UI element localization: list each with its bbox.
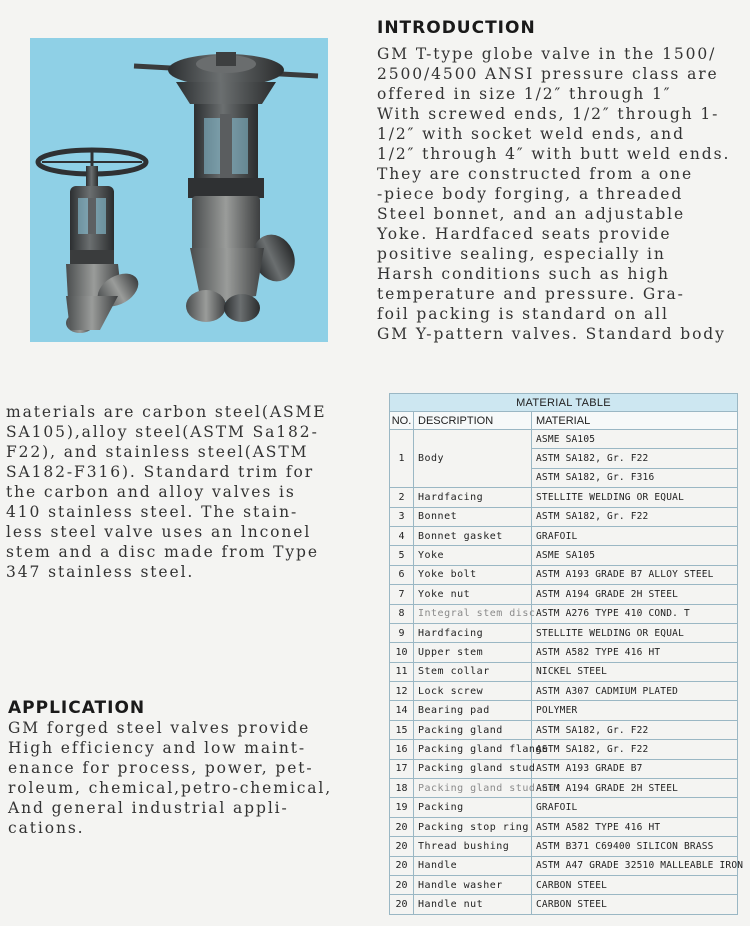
table-row	[390, 623, 738, 642]
row-number: 18	[390, 779, 414, 798]
row-material: ASTM SA182, Gr. F316	[532, 468, 738, 487]
text-line: offered in size 1/2″ through 1″	[377, 85, 672, 103]
row-number: 20	[390, 875, 414, 894]
row-number: 3	[390, 507, 414, 526]
application-heading: APPLICATION	[8, 698, 146, 718]
text-line: roleum, chemical,petro-chemical,	[8, 779, 333, 797]
text-line: temperature and pressure. Gra-	[377, 285, 685, 303]
row-description: Packing stop ring	[414, 817, 532, 836]
application-text	[8, 718, 332, 838]
row-number: 11	[390, 662, 414, 681]
table-row	[390, 488, 738, 507]
row-material: ASTM B371 C69400 SILICON BRASS	[532, 837, 738, 856]
row-number: 20	[390, 895, 414, 914]
text-line: stem and a disc made from Type	[6, 543, 319, 561]
large-valve	[134, 52, 318, 322]
text-line: High efficiency and low maint-	[8, 739, 306, 757]
text-line: They are constructed from a one	[377, 165, 694, 183]
text-line: GM forged steel valves provide	[8, 719, 311, 737]
row-description: Packing gland stud nut	[414, 779, 532, 798]
text-line: 410 stainless steel. The stain-	[6, 503, 299, 521]
table-row	[390, 895, 738, 914]
introduction-text	[377, 44, 730, 344]
globe-valves-illustration	[30, 38, 328, 342]
row-description: Integral stem disc	[414, 604, 532, 623]
row-description: Packing gland flange	[414, 740, 532, 759]
table-row	[390, 565, 738, 584]
text-line: 1/2″ through 4″ with butt weld ends.	[377, 145, 731, 163]
table-row	[390, 585, 738, 604]
text-line: the carbon and alloy valves is	[6, 483, 296, 501]
row-number: 9	[390, 623, 414, 642]
material-table-body	[390, 430, 744, 915]
row-description: Bonnet	[414, 507, 532, 526]
row-description: Packing gland stud	[414, 759, 532, 778]
text-line: less steel valve uses an lnconel	[6, 523, 312, 541]
row-number: 16	[390, 740, 414, 759]
introduction-heading: INTRODUCTION	[377, 18, 536, 38]
text-line: With screwed ends, 1/2″ through 1-	[377, 105, 720, 123]
text-line: positive sealing, especially in	[377, 245, 666, 263]
row-number: 15	[390, 720, 414, 739]
row-material: ASME SA105	[532, 546, 738, 565]
row-description: Upper stem	[414, 643, 532, 662]
table-row	[390, 740, 738, 759]
row-number: 12	[390, 682, 414, 701]
row-number: 4	[390, 526, 414, 545]
material-table-title: MATERIAL TABLE	[390, 394, 738, 412]
row-description: Handle washer	[414, 875, 532, 894]
row-material: ASTM A194 GRADE 2H STEEL	[532, 779, 738, 798]
text-line: foil packing is standard on all	[377, 305, 669, 323]
row-number: 2	[390, 488, 414, 507]
material-table	[389, 393, 744, 915]
row-material: STELLITE WELDING OR EQUAL	[532, 623, 738, 642]
row-number: 20	[390, 856, 414, 875]
text-line: GM T-type globe valve in the 1500/	[377, 45, 717, 63]
row-material: ASTM A582 TYPE 416 HT	[532, 643, 738, 662]
column-header-no: NO.	[390, 412, 414, 430]
table-row	[390, 798, 738, 817]
text-line: And general industrial appli-	[8, 799, 289, 817]
table-row	[390, 643, 738, 662]
table-row	[390, 875, 738, 894]
row-material: STELLITE WELDING OR EQUAL	[532, 488, 738, 507]
text-line: Yoke. Hardfaced seats provide	[377, 225, 672, 243]
text-line: enance for process, power, pet-	[8, 759, 314, 777]
table-row	[390, 604, 738, 623]
text-line: cations.	[8, 819, 85, 837]
small-valve	[38, 150, 146, 333]
row-number: 7	[390, 585, 414, 604]
row-number: 6	[390, 565, 414, 584]
row-material: ASME SA105	[532, 430, 738, 449]
table-row	[390, 817, 738, 836]
row-description: Stem collar	[414, 662, 532, 681]
row-description: Handle	[414, 856, 532, 875]
table-row	[390, 720, 738, 739]
row-material: CARBON STEEL	[532, 895, 738, 914]
row-material: ASTM A194 GRADE 2H STEEL	[532, 585, 738, 604]
table-row	[390, 759, 738, 778]
row-material: ASTM A276 TYPE 410 COND. T	[532, 604, 738, 623]
table-row	[390, 546, 738, 565]
row-description: Packing	[414, 798, 532, 817]
text-line: 2500/4500 ANSI pressure class are	[377, 65, 719, 83]
row-material: ASTM SA182, Gr. F22	[532, 740, 738, 759]
table-row	[390, 837, 738, 856]
row-number: 10	[390, 643, 414, 662]
row-description: Bearing pad	[414, 701, 532, 720]
row-description: Handle nut	[414, 895, 532, 914]
text-line: F22), and stainless steel(ASTM	[6, 443, 309, 461]
row-material: GRAFOIL	[532, 798, 738, 817]
row-number: 17	[390, 759, 414, 778]
row-material: ASTM SA182, Gr. F22	[532, 720, 738, 739]
row-description: Packing gland	[414, 720, 532, 739]
table-row	[390, 430, 738, 449]
table-row	[390, 507, 738, 526]
text-line: Steel bonnet, and an adjustable	[377, 205, 686, 223]
row-material: ASTM A307 CADMIUM PLATED	[532, 682, 738, 701]
row-description: Yoke	[414, 546, 532, 565]
text-line: SA105),alloy steel(ASTM Sa182-	[6, 423, 319, 441]
row-number: 20	[390, 837, 414, 856]
row-number: 19	[390, 798, 414, 817]
materials-paragraph	[6, 402, 326, 582]
text-line: materials are carbon steel(ASME	[6, 403, 327, 421]
row-material: ASTM A193 GRADE B7 ALLOY STEEL	[532, 565, 738, 584]
table-row	[390, 682, 738, 701]
row-description: Body	[414, 430, 532, 488]
row-number: 14	[390, 701, 414, 720]
row-description: Hardfacing	[414, 623, 532, 642]
text-line: 347 stainless steel.	[6, 563, 195, 581]
row-number: 5	[390, 546, 414, 565]
row-material: POLYMER	[532, 701, 738, 720]
table-row	[390, 779, 738, 798]
table-row	[390, 662, 738, 681]
row-material: ASTM A193 GRADE B7	[532, 759, 738, 778]
table-row	[390, 701, 738, 720]
row-material: GRAFOIL	[532, 526, 738, 545]
text-line: 1/2″ with socket weld ends, and	[377, 125, 685, 143]
row-description: Bonnet gasket	[414, 526, 532, 545]
row-material: ASTM SA182, Gr. F22	[532, 507, 738, 526]
row-description: Thread bushing	[414, 837, 532, 856]
row-material: ASTM A582 TYPE 416 HT	[532, 817, 738, 836]
text-line: Harsh conditions such as high	[377, 265, 670, 283]
text-line: GM Y-pattern valves. Standard body	[377, 325, 726, 343]
row-description: Yoke bolt	[414, 565, 532, 584]
text-line: -piece body forging, a threaded	[377, 185, 684, 203]
row-number: 1	[390, 430, 414, 488]
row-description: Yoke nut	[414, 585, 532, 604]
row-description: Lock screw	[414, 682, 532, 701]
product-photo	[30, 38, 328, 342]
row-number: 20	[390, 817, 414, 836]
row-material: NICKEL STEEL	[532, 662, 738, 681]
column-header-material: MATERIAL	[532, 412, 738, 430]
column-header-description: DESCRIPTION	[414, 412, 532, 430]
row-material: ASTM A47 GRADE 32510 MALLEABLE IRON	[532, 856, 738, 875]
table-row	[390, 856, 738, 875]
text-line: SA182-F316). Standard trim for	[6, 463, 315, 481]
row-material: ASTM SA182, Gr. F22	[532, 449, 738, 468]
table-row	[390, 526, 738, 545]
row-number: 8	[390, 604, 414, 623]
row-description: Hardfacing	[414, 488, 532, 507]
row-material: CARBON STEEL	[532, 875, 738, 894]
